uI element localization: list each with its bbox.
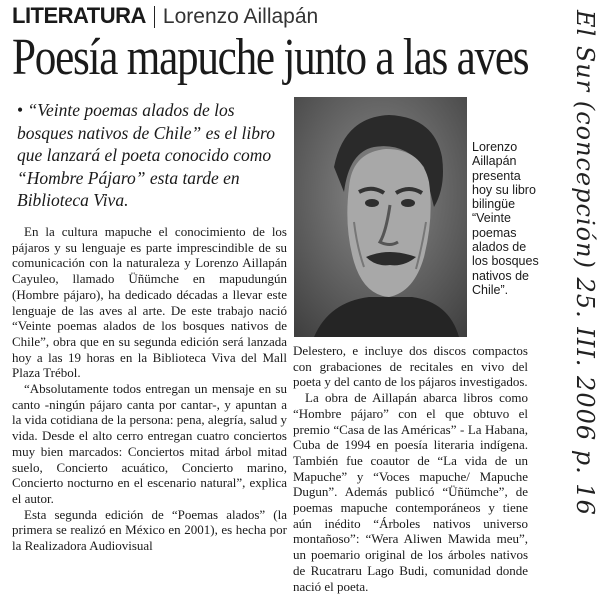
lead-text: “Veinte poemas alados de los bosques nativos de Chile” es el libro que lanzará el poeta conocido como “Hombre Pájaro” esta tarde en Biblioteca Viva. xyxy=(17,100,275,210)
article-paragraph: “Absolutamente todos entregan un mensaje en su canto -ningún pájaro canta por cantar-, y apuntan a la vida cotidiana de la persona: pena, alegría, salud y vida. Desde el alto cerro entregan cuatro conciertos muy bien marcados: Conciertos mitad árbol mitad suelo, Concierto acuático, Concierto marino, Concierto nocturno en el escenario natural”, explica el autor. xyxy=(12,381,287,506)
kicker xyxy=(12,3,318,31)
article-paragraph: Esta segunda edición de “Poemas alados” (la primera se realizó en México en 2001), es hecha por la Realizadora Audiovisual xyxy=(12,506,287,554)
article-column-right xyxy=(293,343,528,594)
headline: Poesía mapuche junto a las aves xyxy=(12,29,529,86)
section-label: LITERATURA xyxy=(12,3,146,28)
article-paragraph: En la cultura mapuche el conocimiento de los pájaros y su lenguaje es parte imprescindible de su comunicación con la naturaleza y Lorenzo Aillapán Cayuleo, llamado Üñümche en mapudungún (Hombre pájaro), ha dedicado décadas a llevar este lenguaje de las aves al arte. De este trabajo nació “Veinte poemas alados de los bosques nativos de Chile”, obra que en su segunda edición será lanzada hoy a las 19 horas en la Biblioteca Viva del Mall Plaza Trébol. xyxy=(12,224,287,381)
kicker-divider xyxy=(154,6,155,28)
handwritten-annotation xyxy=(572,10,598,565)
lead-paragraph xyxy=(17,99,285,212)
photo-caption: Lorenzo Aillapán presenta hoy su libro bilingüe “Veinte poemas alados de los bosques nativos de Chile”. xyxy=(472,140,539,297)
article-column-left xyxy=(12,224,287,554)
author-photo xyxy=(294,97,467,337)
handwritten-source-note: El Sur (concepción) 25. III. 2006 p. 16 xyxy=(571,10,599,516)
article-paragraph: La obra de Aillapán abarca libros como “Hombre pájaro” con el que obtuvo el premio “Casa de las Américas” - La Habana, Cuba de 1994 en poesía literaria indígena. También fue coautor de “La vida de un Mapuche” y “Voces mapuche/ Mapuche Dugun”. Además publicó “Üñümche”, de poemas mapuche contemporáneos y tiene aún inédito “Árboles nativos universo montañoso”: “Wera Aliwen Mawida meu”, un poemario original de los árboles nativos de Rucatraru Lago Budi, comunidad donde nació el poeta. xyxy=(293,390,528,594)
portrait-illustration xyxy=(294,97,467,337)
lead-bullet: • xyxy=(17,100,24,120)
article-paragraph-continued: Delestero, e incluye dos discos compactos con grabaciones de recitales en vivo del poeta y del canto de los pájaros investigados. xyxy=(293,343,528,390)
author-name: Lorenzo Aillapán xyxy=(162,5,319,28)
